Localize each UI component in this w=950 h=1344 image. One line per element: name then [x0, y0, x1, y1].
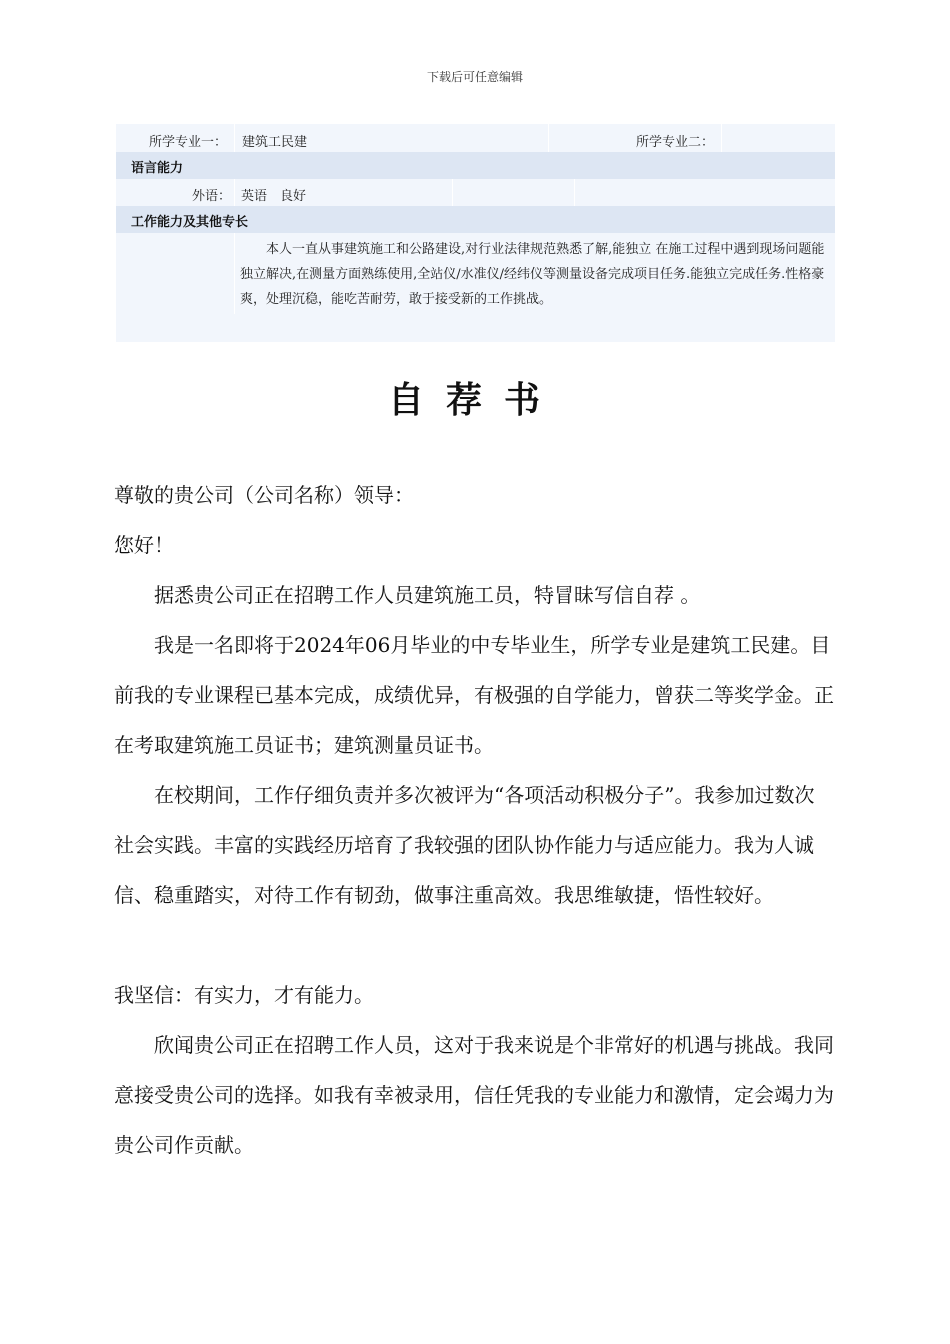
greeting: 您好！ [114, 533, 174, 557]
paragraph-1: 据悉贵公司正在招聘工作人员建筑施工员，特冒昧写信自荐 。 [154, 583, 701, 607]
letter-title: 自荐书 [387, 380, 562, 421]
salutation: 尊敬的贵公司（公司名称）领导： [114, 483, 414, 507]
resume-table [116, 124, 835, 342]
foreign-language-row [116, 179, 835, 206]
skills-text: 本人一直从事建筑施工和公路建设,对行业法律规范熟悉了解,能独立 在施工过程中遇到现场问题能独立解决,在测量方面熟练使用,全站仪/水准仪/经纬仪等测量设备完成项目任务.能独立完成任务.性格豪爽，处理沉稳，能吃苦耐劳，敢于接受新的工作挑战。 [240, 242, 825, 307]
paragraph-2: 我是一名即将于2024年06月毕业的中专毕业生，所学专业是建筑工民建。目前我的专业课程已基本完成，成绩优异，有极强的自学能力，曾获二等奖学金。正在考取建筑施工员证书；建筑测量员证书。 [114, 633, 834, 757]
paragraph-5: 欣闻贵公司正在招聘工作人员，这对于我来说是个非常好的机遇与挑战。我同意接受贵公司的选择。如我有幸被录用，信任凭我的专业能力和激情，定会竭力为贵公司作贡献。 [114, 1033, 834, 1157]
skills-section-title: 工作能力及其他专长 [131, 215, 249, 230]
skills-section-header [116, 206, 835, 233]
major1-value: 建筑工民建 [242, 135, 308, 150]
major2-label: 所学专业二： [636, 135, 715, 150]
major-row [116, 124, 835, 152]
header-note: 下载后可任意编辑 [426, 70, 523, 84]
foreign-value: 英语 良好 [241, 189, 307, 204]
paragraph-3: 在校期间，工作仔细负责并多次被评为“各项活动积极分子”。我参加过数次社会实践。丰富的实践经历培育了我较强的团队协作能力与适应能力。我为人诚信、稳重踏实，对待工作有韧劲，做事注重高效。我思维敏捷，悟性较好。 [114, 783, 815, 907]
language-section-title: 语言能力 [131, 161, 184, 176]
foreign-label: 外语： [192, 189, 232, 204]
skills-row [116, 233, 835, 342]
major1-label: 所学专业一： [149, 135, 228, 150]
language-section-header [116, 152, 835, 179]
paragraph-4: 我坚信：有实力，才有能力。 [114, 983, 374, 1007]
